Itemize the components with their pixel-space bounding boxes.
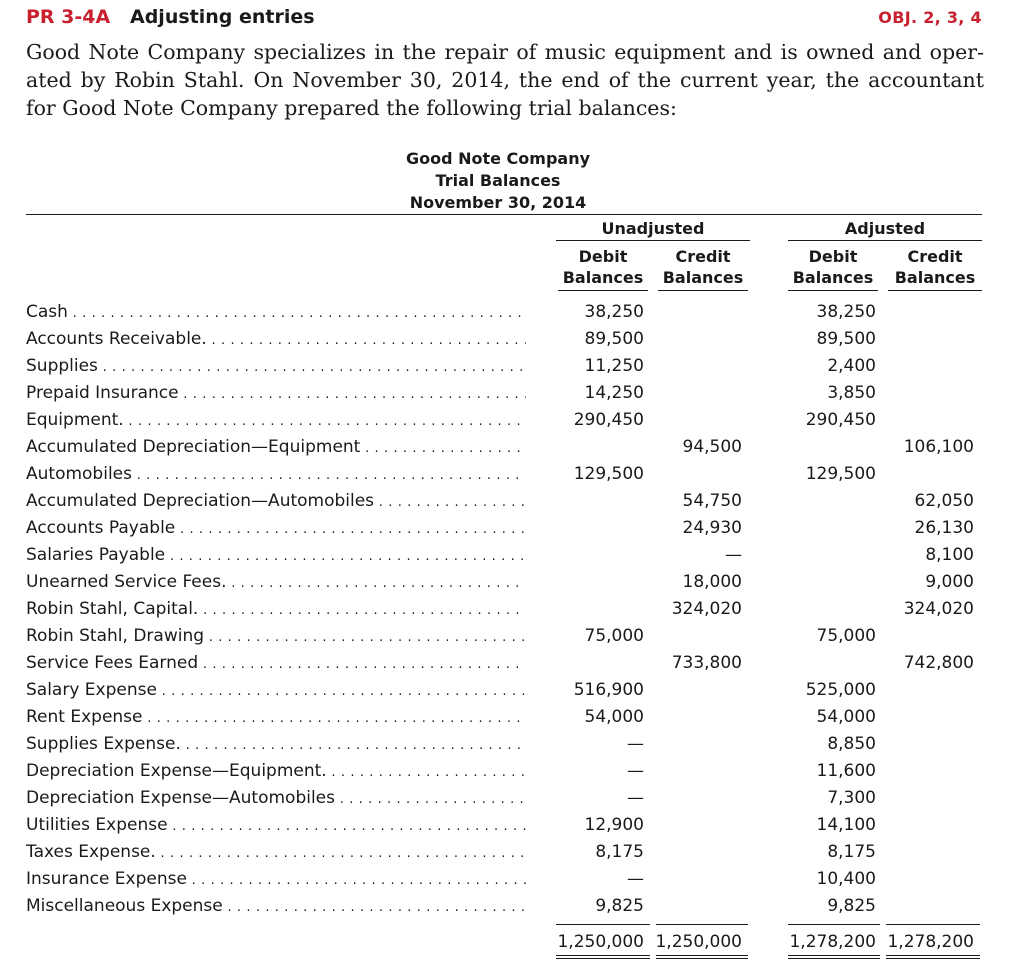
unadj-debit-cell: 54,000 bbox=[584, 707, 644, 727]
adj-debit-cell: 129,500 bbox=[805, 464, 876, 484]
problem-header bbox=[26, 6, 982, 34]
table-row bbox=[26, 353, 976, 380]
table-row bbox=[26, 731, 976, 758]
unadj-debit-header-rule bbox=[558, 290, 648, 291]
account-name: Salaries Payable . . . bbox=[26, 542, 526, 569]
unadj-debit-cell bbox=[546, 650, 644, 677]
unadj-credit-cell bbox=[646, 677, 742, 704]
unadj-credit-total: 1,250,000 bbox=[655, 932, 742, 952]
unadj-credit-cell bbox=[646, 893, 742, 920]
adj-debit-cell: 89,500 bbox=[816, 329, 876, 349]
adj-credit-double-rule-2 bbox=[886, 958, 980, 959]
problem-code: PR 3-4A bbox=[26, 6, 111, 28]
account-name: Accumulated Depreciation—Automobiles . . . bbox=[26, 488, 526, 515]
adj-debit-header-rule bbox=[788, 290, 878, 291]
adj-debit-cell: 8,850 bbox=[827, 734, 876, 754]
unadj-debit-cell bbox=[546, 542, 644, 569]
table-row bbox=[26, 839, 976, 866]
unadj-debit-cell bbox=[546, 488, 644, 515]
account-name: Equipment. . . . bbox=[26, 407, 526, 434]
adj-debit-cell: 2,400 bbox=[827, 356, 876, 376]
unadj-debit-total: 1,250,000 bbox=[557, 932, 644, 952]
adj-debit-cell: 10,400 bbox=[816, 869, 876, 889]
table-row bbox=[26, 677, 976, 704]
account-name: Insurance Expense . . . bbox=[26, 866, 526, 893]
adj-debit-total-rule bbox=[788, 924, 880, 925]
table-row bbox=[26, 434, 976, 461]
unadj-debit-cell: 38,250 bbox=[584, 302, 644, 322]
totals-row bbox=[26, 927, 976, 954]
unadj-credit-double-rule-2 bbox=[656, 958, 748, 959]
unadj-credit-cell bbox=[646, 623, 742, 650]
unadj-debit-cell: 9,825 bbox=[595, 896, 644, 916]
unadj-debit-double-rule-2 bbox=[556, 958, 650, 959]
unadjusted-group-rule bbox=[556, 240, 750, 241]
adj-credit-cell: 106,100 bbox=[903, 437, 974, 457]
unadj-credit-header-rule bbox=[658, 290, 748, 291]
header-unadj-debit-line1: Debit bbox=[578, 247, 628, 266]
header-unadj-debit-line2: Balances bbox=[562, 268, 644, 287]
header-unadj-credit-line2: Balances bbox=[662, 268, 744, 287]
header-adj-credit bbox=[888, 246, 982, 288]
table-row bbox=[26, 380, 976, 407]
unadj-debit-cell: 8,175 bbox=[595, 842, 644, 862]
unadj-credit-cell bbox=[646, 461, 742, 488]
account-name: Depreciation Expense—Automobiles . . . bbox=[26, 785, 526, 812]
unadj-debit-cell bbox=[546, 434, 644, 461]
table-row bbox=[26, 461, 976, 488]
table-row bbox=[26, 893, 976, 920]
adj-debit-cell: 290,450 bbox=[805, 410, 876, 430]
header-unadj-credit-line1: Credit bbox=[675, 247, 731, 266]
adj-debit-cell: 54,000 bbox=[816, 707, 876, 727]
table-row bbox=[26, 326, 976, 353]
group-unadjusted: Unadjusted bbox=[601, 219, 705, 238]
unadj-credit-cell bbox=[646, 353, 742, 380]
unadj-debit-cell: 129,500 bbox=[573, 464, 644, 484]
adj-credit-cell bbox=[878, 866, 974, 893]
table-row bbox=[26, 299, 976, 326]
unadj-credit-cell bbox=[646, 731, 742, 758]
unadj-debit-cell bbox=[546, 596, 644, 623]
header-unadj-debit bbox=[558, 246, 648, 288]
adj-debit-double-rule-2 bbox=[788, 958, 880, 959]
account-name: Accounts Receivable. . . . bbox=[26, 326, 526, 353]
statement-heading bbox=[360, 148, 636, 214]
header-adj-debit-line2: Balances bbox=[792, 268, 874, 287]
table-row bbox=[26, 515, 976, 542]
unadj-credit-cell: 54,750 bbox=[682, 491, 742, 511]
adj-credit-cell bbox=[878, 893, 974, 920]
adj-credit-cell: 8,100 bbox=[925, 545, 974, 565]
adj-debit-cell: 38,250 bbox=[816, 302, 876, 322]
adj-debit-cell bbox=[778, 569, 876, 596]
adj-credit-double-rule-1 bbox=[886, 955, 980, 956]
adj-debit-cell bbox=[778, 650, 876, 677]
adj-debit-cell: 9,825 bbox=[827, 896, 876, 916]
objectives-label: OBJ. 2, 3, 4 bbox=[878, 8, 982, 27]
unadj-credit-cell bbox=[646, 812, 742, 839]
unadj-debit-cell: 290,450 bbox=[573, 410, 644, 430]
unadj-debit-cell: — bbox=[627, 734, 644, 754]
statement-title: Trial Balances bbox=[435, 171, 561, 190]
unadj-credit-cell: 324,020 bbox=[671, 599, 742, 619]
unadj-credit-cell bbox=[646, 704, 742, 731]
unadj-debit-cell bbox=[546, 569, 644, 596]
account-name: Service Fees Earned . . . bbox=[26, 650, 526, 677]
unadj-debit-cell: 75,000 bbox=[584, 626, 644, 646]
unadj-credit-cell bbox=[646, 380, 742, 407]
unadj-credit-total-rule bbox=[656, 924, 748, 925]
unadj-debit-cell bbox=[546, 515, 644, 542]
header-unadj-credit bbox=[658, 246, 748, 288]
adj-credit-cell bbox=[878, 299, 974, 326]
account-name: Automobiles . . . bbox=[26, 461, 526, 488]
adj-credit-cell: 9,000 bbox=[925, 572, 974, 592]
adj-credit-cell bbox=[878, 407, 974, 434]
adj-debit-double-rule-1 bbox=[788, 955, 880, 956]
adj-debit-cell bbox=[778, 488, 876, 515]
unadj-credit-cell bbox=[646, 299, 742, 326]
unadj-credit-cell bbox=[646, 407, 742, 434]
adj-credit-cell bbox=[878, 839, 974, 866]
unadj-debit-cell: — bbox=[627, 788, 644, 808]
header-adj-credit-line1: Credit bbox=[907, 247, 963, 266]
header-adj-debit bbox=[788, 246, 878, 288]
intro-paragraph: Good Note Company specializes in the repair of music equipment and is owned and oper- ated by Robin Stahl. On November 30, 2014, the end of the current year, the accountant for Good Note Company prepared the following trial balances: bbox=[26, 40, 984, 120]
account-name: Cash . . . bbox=[26, 299, 526, 326]
unadj-debit-double-rule-1 bbox=[556, 955, 650, 956]
adj-credit-cell bbox=[878, 623, 974, 650]
adj-credit-header-rule bbox=[888, 290, 982, 291]
table-row bbox=[26, 758, 976, 785]
adj-credit-total-rule bbox=[886, 924, 980, 925]
adj-credit-cell: 62,050 bbox=[914, 491, 974, 511]
adj-credit-cell bbox=[878, 380, 974, 407]
unadj-debit-cell: 12,900 bbox=[584, 815, 644, 835]
adj-debit-cell bbox=[778, 596, 876, 623]
account-name: Utilities Expense . . . bbox=[26, 812, 526, 839]
unadj-credit-cell: — bbox=[725, 545, 742, 565]
account-name: Depreciation Expense—Equipment. . . . bbox=[26, 758, 526, 785]
account-name: Rent Expense . . . bbox=[26, 704, 526, 731]
adj-debit-cell: 75,000 bbox=[816, 626, 876, 646]
unadj-debit-cell: — bbox=[627, 761, 644, 781]
adjusted-group-rule bbox=[788, 240, 982, 241]
adj-debit-total: 1,278,200 bbox=[789, 932, 876, 952]
table-top-rule bbox=[26, 214, 982, 215]
table-row bbox=[26, 596, 976, 623]
unadj-credit-double-rule-1 bbox=[656, 955, 748, 956]
unadj-credit-cell bbox=[646, 866, 742, 893]
account-name: Accounts Payable . . . bbox=[26, 515, 526, 542]
adj-credit-cell: 26,130 bbox=[914, 518, 974, 538]
header-adj-debit-line1: Debit bbox=[808, 247, 858, 266]
unadj-credit-cell bbox=[646, 326, 742, 353]
company-name: Good Note Company bbox=[405, 149, 591, 168]
unadj-credit-cell: 733,800 bbox=[671, 653, 742, 673]
problem-title: Adjusting entries bbox=[130, 6, 315, 28]
unadj-credit-cell: 24,930 bbox=[682, 518, 742, 538]
table-row bbox=[26, 407, 976, 434]
adj-debit-cell bbox=[778, 515, 876, 542]
account-name: Accumulated Depreciation—Equipment . . . bbox=[26, 434, 526, 461]
adj-credit-cell bbox=[878, 326, 974, 353]
adj-debit-cell: 14,100 bbox=[816, 815, 876, 835]
adj-debit-cell: 525,000 bbox=[805, 680, 876, 700]
adj-debit-cell: 11,600 bbox=[816, 761, 876, 781]
account-name: Unearned Service Fees. . . . bbox=[26, 569, 526, 596]
adj-credit-cell bbox=[878, 812, 974, 839]
table-row bbox=[26, 866, 976, 893]
table-row bbox=[26, 785, 976, 812]
unadj-debit-cell: 11,250 bbox=[584, 356, 644, 376]
account-name: Taxes Expense. . . . bbox=[26, 839, 526, 866]
adj-debit-cell: 3,850 bbox=[827, 383, 876, 403]
adj-credit-cell bbox=[878, 461, 974, 488]
unadj-debit-cell: — bbox=[627, 869, 644, 889]
account-name: Robin Stahl, Capital. . . . bbox=[26, 596, 526, 623]
unadj-credit-cell bbox=[646, 785, 742, 812]
unadj-debit-cell: 14,250 bbox=[584, 383, 644, 403]
table-row bbox=[26, 623, 976, 650]
adj-credit-cell bbox=[878, 731, 974, 758]
unadj-credit-cell bbox=[646, 758, 742, 785]
unadj-debit-cell: 516,900 bbox=[573, 680, 644, 700]
table-row bbox=[26, 812, 976, 839]
group-adjusted: Adjusted bbox=[844, 219, 926, 238]
table-row bbox=[26, 542, 976, 569]
adj-debit-cell: 7,300 bbox=[827, 788, 876, 808]
table-row bbox=[26, 650, 976, 677]
unadj-credit-cell: 18,000 bbox=[682, 572, 742, 592]
unadj-credit-cell bbox=[646, 839, 742, 866]
unadj-credit-cell: 94,500 bbox=[682, 437, 742, 457]
adj-credit-cell bbox=[878, 785, 974, 812]
adj-credit-total: 1,278,200 bbox=[887, 932, 974, 952]
adj-debit-cell bbox=[778, 434, 876, 461]
table-row bbox=[26, 569, 976, 596]
unadj-debit-cell: 89,500 bbox=[584, 329, 644, 349]
statement-date: November 30, 2014 bbox=[409, 193, 587, 212]
adj-credit-cell bbox=[878, 353, 974, 380]
adj-debit-cell: 8,175 bbox=[827, 842, 876, 862]
account-name: Miscellaneous Expense . . . bbox=[26, 893, 526, 920]
account-name: Supplies . . . bbox=[26, 353, 526, 380]
adj-credit-cell: 324,020 bbox=[903, 599, 974, 619]
account-name: Prepaid Insurance . . . bbox=[26, 380, 526, 407]
table-row bbox=[26, 488, 976, 515]
account-name: Salary Expense . . . bbox=[26, 677, 526, 704]
account-name: Supplies Expense. . . . bbox=[26, 731, 526, 758]
header-adj-credit-line2: Balances bbox=[894, 268, 976, 287]
adj-credit-cell bbox=[878, 677, 974, 704]
unadj-debit-total-rule bbox=[556, 924, 650, 925]
adj-credit-cell: 742,800 bbox=[903, 653, 974, 673]
account-name: Robin Stahl, Drawing . . . bbox=[26, 623, 526, 650]
adj-credit-cell bbox=[878, 758, 974, 785]
table-row bbox=[26, 704, 976, 731]
adj-credit-cell bbox=[878, 704, 974, 731]
adj-debit-cell bbox=[778, 542, 876, 569]
